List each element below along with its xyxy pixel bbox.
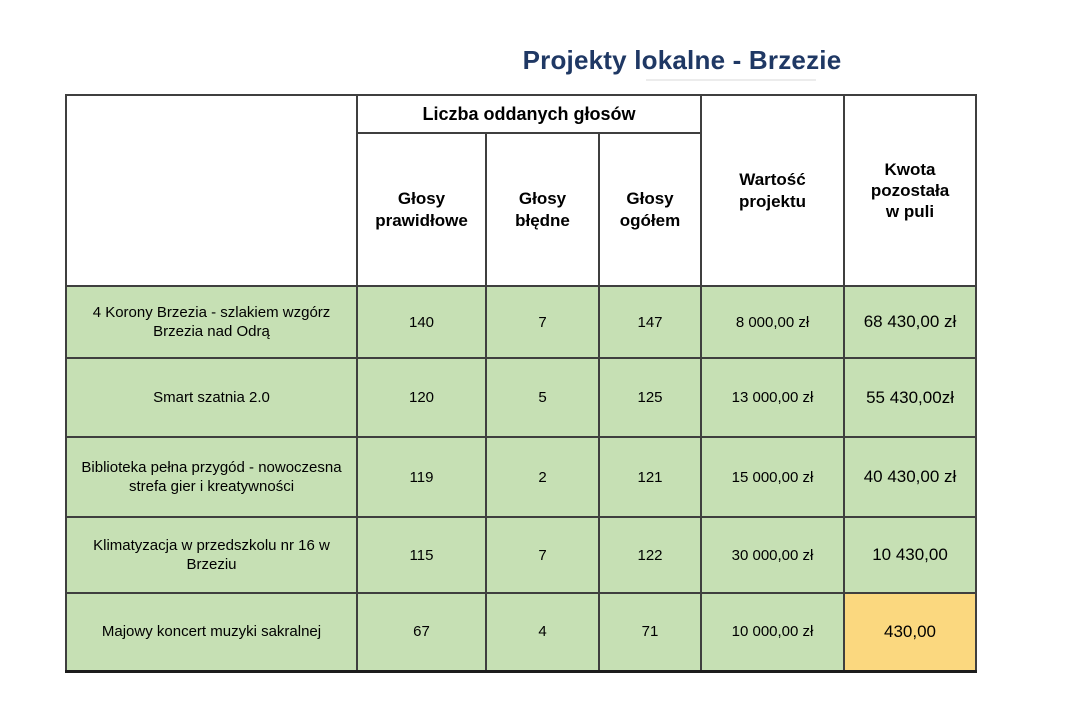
column-header-remaining-label: Kwota pozostała w puli xyxy=(870,159,950,222)
project-name-cell: Biblioteka pełna przygód - nowoczesna strefa gier i kreatywności xyxy=(66,437,357,517)
table-row xyxy=(66,593,976,671)
valid-votes-cell: 120 xyxy=(357,358,486,437)
table-row xyxy=(66,437,976,517)
blank-corner-cell xyxy=(66,95,357,286)
table-row xyxy=(66,286,976,358)
table-row xyxy=(66,358,976,437)
votes-group-header: Liczba oddanych głosów xyxy=(357,95,701,133)
valid-votes-cell: 140 xyxy=(357,286,486,358)
total-votes-cell: 125 xyxy=(599,358,701,437)
invalid-votes-cell: 7 xyxy=(486,286,599,358)
total-votes-cell: 147 xyxy=(599,286,701,358)
project-name-cell: Smart szatnia 2.0 xyxy=(66,358,357,437)
project-value-cell: 15 000,00 zł xyxy=(701,437,844,517)
table-row xyxy=(66,517,976,593)
column-header-invalid-votes-label: Głosy błędne xyxy=(515,189,570,230)
valid-votes-cell: 67 xyxy=(357,593,486,671)
invalid-votes-cell: 4 xyxy=(486,593,599,671)
total-votes-cell: 121 xyxy=(599,437,701,517)
faint-textbox-edge xyxy=(646,79,816,81)
header-row-group xyxy=(66,95,976,133)
column-header-project-value xyxy=(701,95,844,286)
remaining-pool-cell-highlighted: 430,00 xyxy=(844,593,976,671)
project-value-cell: 30 000,00 zł xyxy=(701,517,844,593)
project-name-cell: Klimatyzacja w przedszkolu nr 16 w Brzeziu xyxy=(66,517,357,593)
remaining-pool-cell: 40 430,00 zł xyxy=(844,437,976,517)
project-value-cell: 13 000,00 zł xyxy=(701,358,844,437)
remaining-pool-cell: 10 430,00 xyxy=(844,517,976,593)
invalid-votes-cell: 7 xyxy=(486,517,599,593)
column-header-total-votes-label: Głosy ogółem xyxy=(619,189,681,230)
column-header-valid-votes-label: Głosy prawidłowe xyxy=(375,189,468,230)
column-header-remaining xyxy=(844,95,976,286)
column-header-total-votes xyxy=(599,133,701,286)
invalid-votes-cell: 2 xyxy=(486,437,599,517)
project-value-cell: 8 000,00 zł xyxy=(701,286,844,358)
remaining-pool-cell: 55 430,00zł xyxy=(844,358,976,437)
invalid-votes-cell: 5 xyxy=(486,358,599,437)
project-name-cell: 4 Korony Brzezia - szlakiem wzgórz Brzezia nad Odrą xyxy=(66,286,357,358)
results-table xyxy=(65,94,977,673)
column-header-valid-votes xyxy=(357,133,486,286)
total-votes-cell: 122 xyxy=(599,517,701,593)
column-header-project-value-label: Wartość projektu xyxy=(738,170,807,211)
valid-votes-cell: 119 xyxy=(357,437,486,517)
remaining-pool-cell: 68 430,00 zł xyxy=(844,286,976,358)
column-header-invalid-votes xyxy=(486,133,599,286)
valid-votes-cell: 115 xyxy=(357,517,486,593)
project-value-cell: 10 000,00 zł xyxy=(701,593,844,671)
total-votes-cell: 71 xyxy=(599,593,701,671)
page-title: Projekty lokalne - Brzezie xyxy=(522,45,842,75)
project-name-cell: Majowy koncert muzyki sakralnej xyxy=(66,593,357,671)
